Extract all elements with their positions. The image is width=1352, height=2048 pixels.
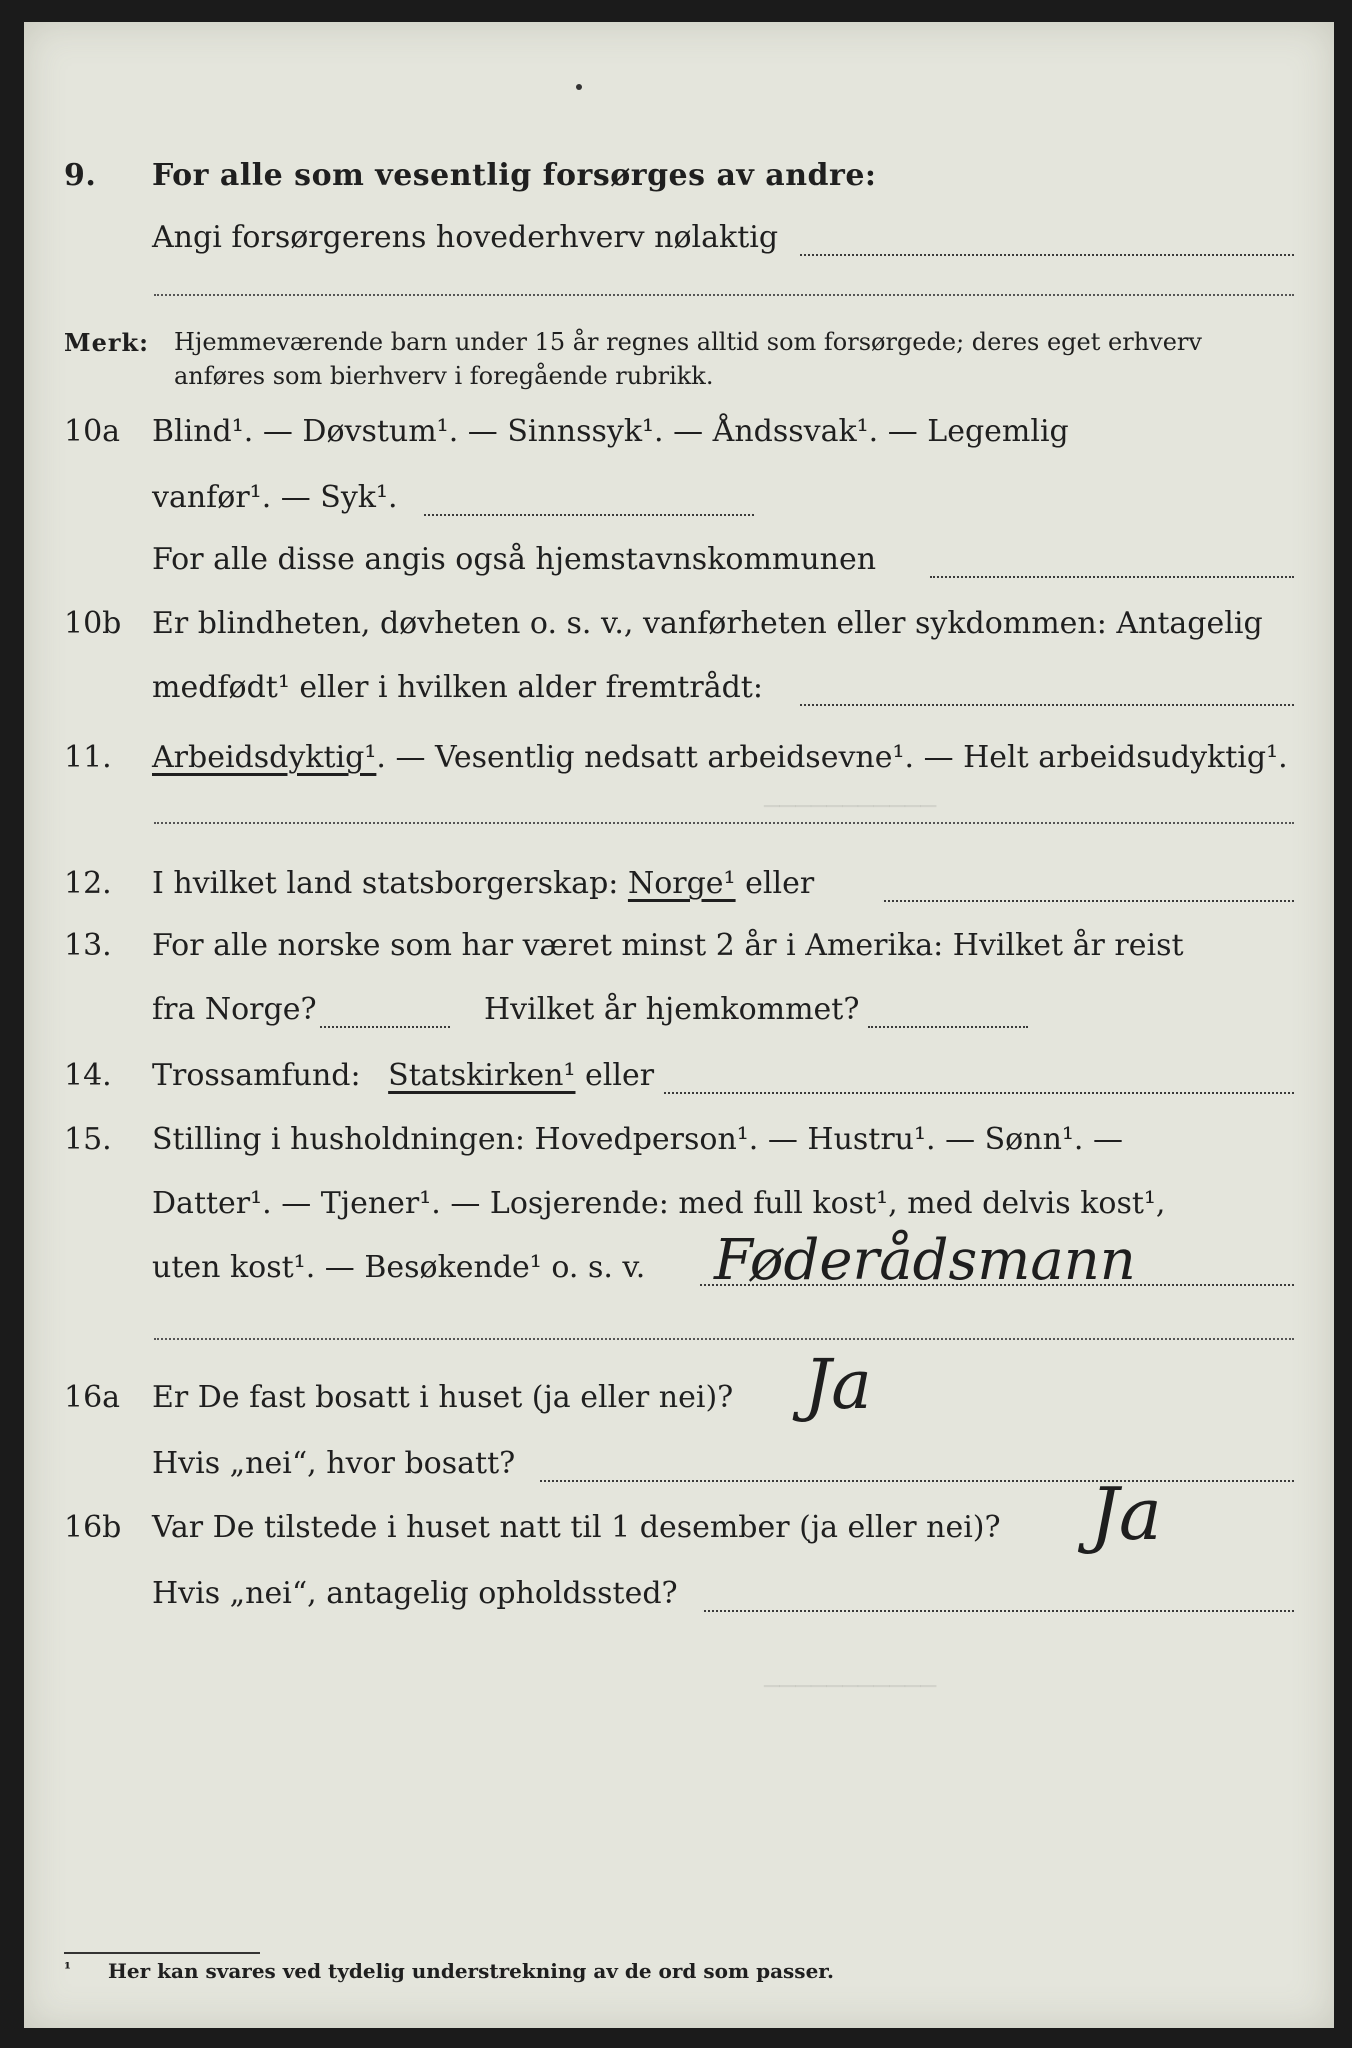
question-10b-line-2 — [24, 662, 1334, 718]
question-text: For alle norske som har været minst 2 år i Amerika: Hvilket år reist — [152, 928, 1184, 963]
footnote-mark: ¹ — [64, 1959, 72, 1978]
question-suffix: eller — [585, 1058, 655, 1093]
question-number: 16b — [64, 1510, 122, 1545]
question-title: For alle som vesentlig forsørges av andre: — [152, 158, 877, 193]
ink-dot — [576, 84, 582, 90]
answer-line[interactable] — [800, 704, 1294, 706]
question-text: Hvis „nei“, hvor bosatt? — [152, 1446, 516, 1481]
question-text: Datter¹. — Tjener¹. — Losjerende: med full kost¹, med delvis kost¹, — [152, 1186, 1166, 1221]
answer-line[interactable] — [154, 1338, 1294, 1340]
answer-line[interactable] — [540, 1480, 1294, 1482]
question-prefix: Trossamfund: — [152, 1058, 361, 1093]
question-text: Hvis „nei“, antagelig opholdssted? — [152, 1576, 678, 1611]
footnote-divider — [64, 1952, 260, 1954]
question-number: 15. — [64, 1122, 112, 1157]
question-15 — [24, 1114, 1334, 1170]
answer-line[interactable] — [930, 576, 1294, 578]
answer-line[interactable] — [154, 294, 1294, 296]
answer-line[interactable] — [154, 822, 1294, 824]
handwritten-answer[interactable]: Ja — [804, 1346, 872, 1425]
question-number: 9. — [64, 158, 97, 193]
note-row — [24, 356, 1334, 396]
question-suffix: eller — [745, 866, 815, 901]
question-prefix: I hvilket land statsborgerskap: — [152, 866, 619, 901]
answer-line[interactable] — [424, 514, 754, 516]
question-text: medfødt¹ eller i hvilken alder fremtrådt: — [152, 670, 763, 705]
handwritten-answer[interactable]: Ja — [1090, 1472, 1162, 1556]
selected-option[interactable]: Statskirken¹ — [388, 1058, 576, 1093]
question-16b — [24, 1472, 1334, 1558]
note-text: anføres som bierhverv i foregående rubrikk. — [174, 362, 714, 390]
answer-line[interactable] — [800, 254, 1294, 256]
question-text: fra Norge? — [152, 992, 317, 1027]
question-text: Hvilket år hjemkommet? — [484, 992, 860, 1027]
question-11 — [24, 732, 1334, 788]
selected-option[interactable]: Norge¹ — [627, 866, 736, 901]
question-13 — [24, 920, 1334, 976]
question-12 — [24, 858, 1334, 914]
question-text: Er De fast bosatt i huset (ja eller nei)? — [152, 1380, 734, 1415]
question-13-line-2 — [24, 984, 1334, 1040]
question-text: uten kost¹. — Besøkende¹ o. s. v. — [152, 1250, 646, 1285]
bleed-through: ─────────── — [764, 792, 937, 822]
bleed-through: ─────────── — [764, 1672, 937, 1702]
note-label: Merk: — [64, 328, 149, 357]
question-text: Angi forsørgerens hovederhverv nølaktig — [152, 220, 779, 255]
question-number: 14. — [64, 1058, 112, 1093]
question-15-line-2 — [24, 1178, 1334, 1234]
question-14 — [24, 1050, 1334, 1106]
question-text: Stilling i husholdningen: Hovedperson¹. — Hustru¹. — Sønn¹. — — [152, 1122, 1123, 1157]
question-text — [152, 740, 1288, 775]
question-text — [152, 1058, 654, 1093]
question-10a-line-3 — [24, 534, 1334, 590]
question-9-line-2 — [24, 212, 1334, 268]
handwritten-answer[interactable]: Føderådsmann — [714, 1228, 1136, 1293]
question-number: 11. — [64, 740, 112, 775]
question-text: Er blindheten, døvheten o. s. v., vanførheten eller sykdommen: Antagelig — [152, 606, 1263, 641]
question-text — [152, 866, 814, 901]
question-10a — [24, 406, 1334, 462]
answer-line[interactable] — [704, 1610, 1294, 1612]
question-text: vanfør¹. — Syk¹. — [152, 480, 398, 515]
question-16a — [24, 1346, 1334, 1428]
question-number: 13. — [64, 928, 112, 963]
note-text: Hjemmeværende barn under 15 år regnes alltid som forsørgede; deres eget erhverv — [174, 328, 1202, 356]
question-text: Blind¹. — Døvstum¹. — Sinnssyk¹. — Åndssvak¹. — Legemlig — [152, 414, 1069, 449]
question-number: 12. — [64, 866, 112, 901]
answer-line[interactable] — [868, 1026, 1028, 1028]
question-10b — [24, 598, 1334, 654]
form-page — [24, 22, 1334, 2028]
question-text: For alle disse angis også hjemstavnskommunen — [152, 542, 877, 577]
question-15-line-3 — [24, 1228, 1334, 1298]
question-number: 16a — [64, 1380, 121, 1415]
option-text: . — Vesentlig nedsatt arbeidsevne¹. — Helt arbeidsudyktig¹. — [376, 740, 1288, 775]
question-16b-line-2 — [24, 1568, 1334, 1624]
footnote-text: Her kan svares ved tydelig understrekning av de ord som passer. — [108, 1959, 834, 1983]
question-text: Var De tilstede i huset natt til 1 desember (ja eller nei)? — [152, 1510, 1001, 1545]
answer-line[interactable] — [884, 900, 1294, 902]
answer-line[interactable] — [664, 1092, 1294, 1094]
question-9 — [24, 150, 1334, 206]
question-number: 10a — [64, 414, 121, 449]
question-10a-line-2 — [24, 472, 1334, 528]
selected-option[interactable]: Arbeidsdyktig¹ — [152, 740, 377, 775]
answer-line[interactable] — [320, 1026, 450, 1028]
question-number: 10b — [64, 606, 122, 641]
